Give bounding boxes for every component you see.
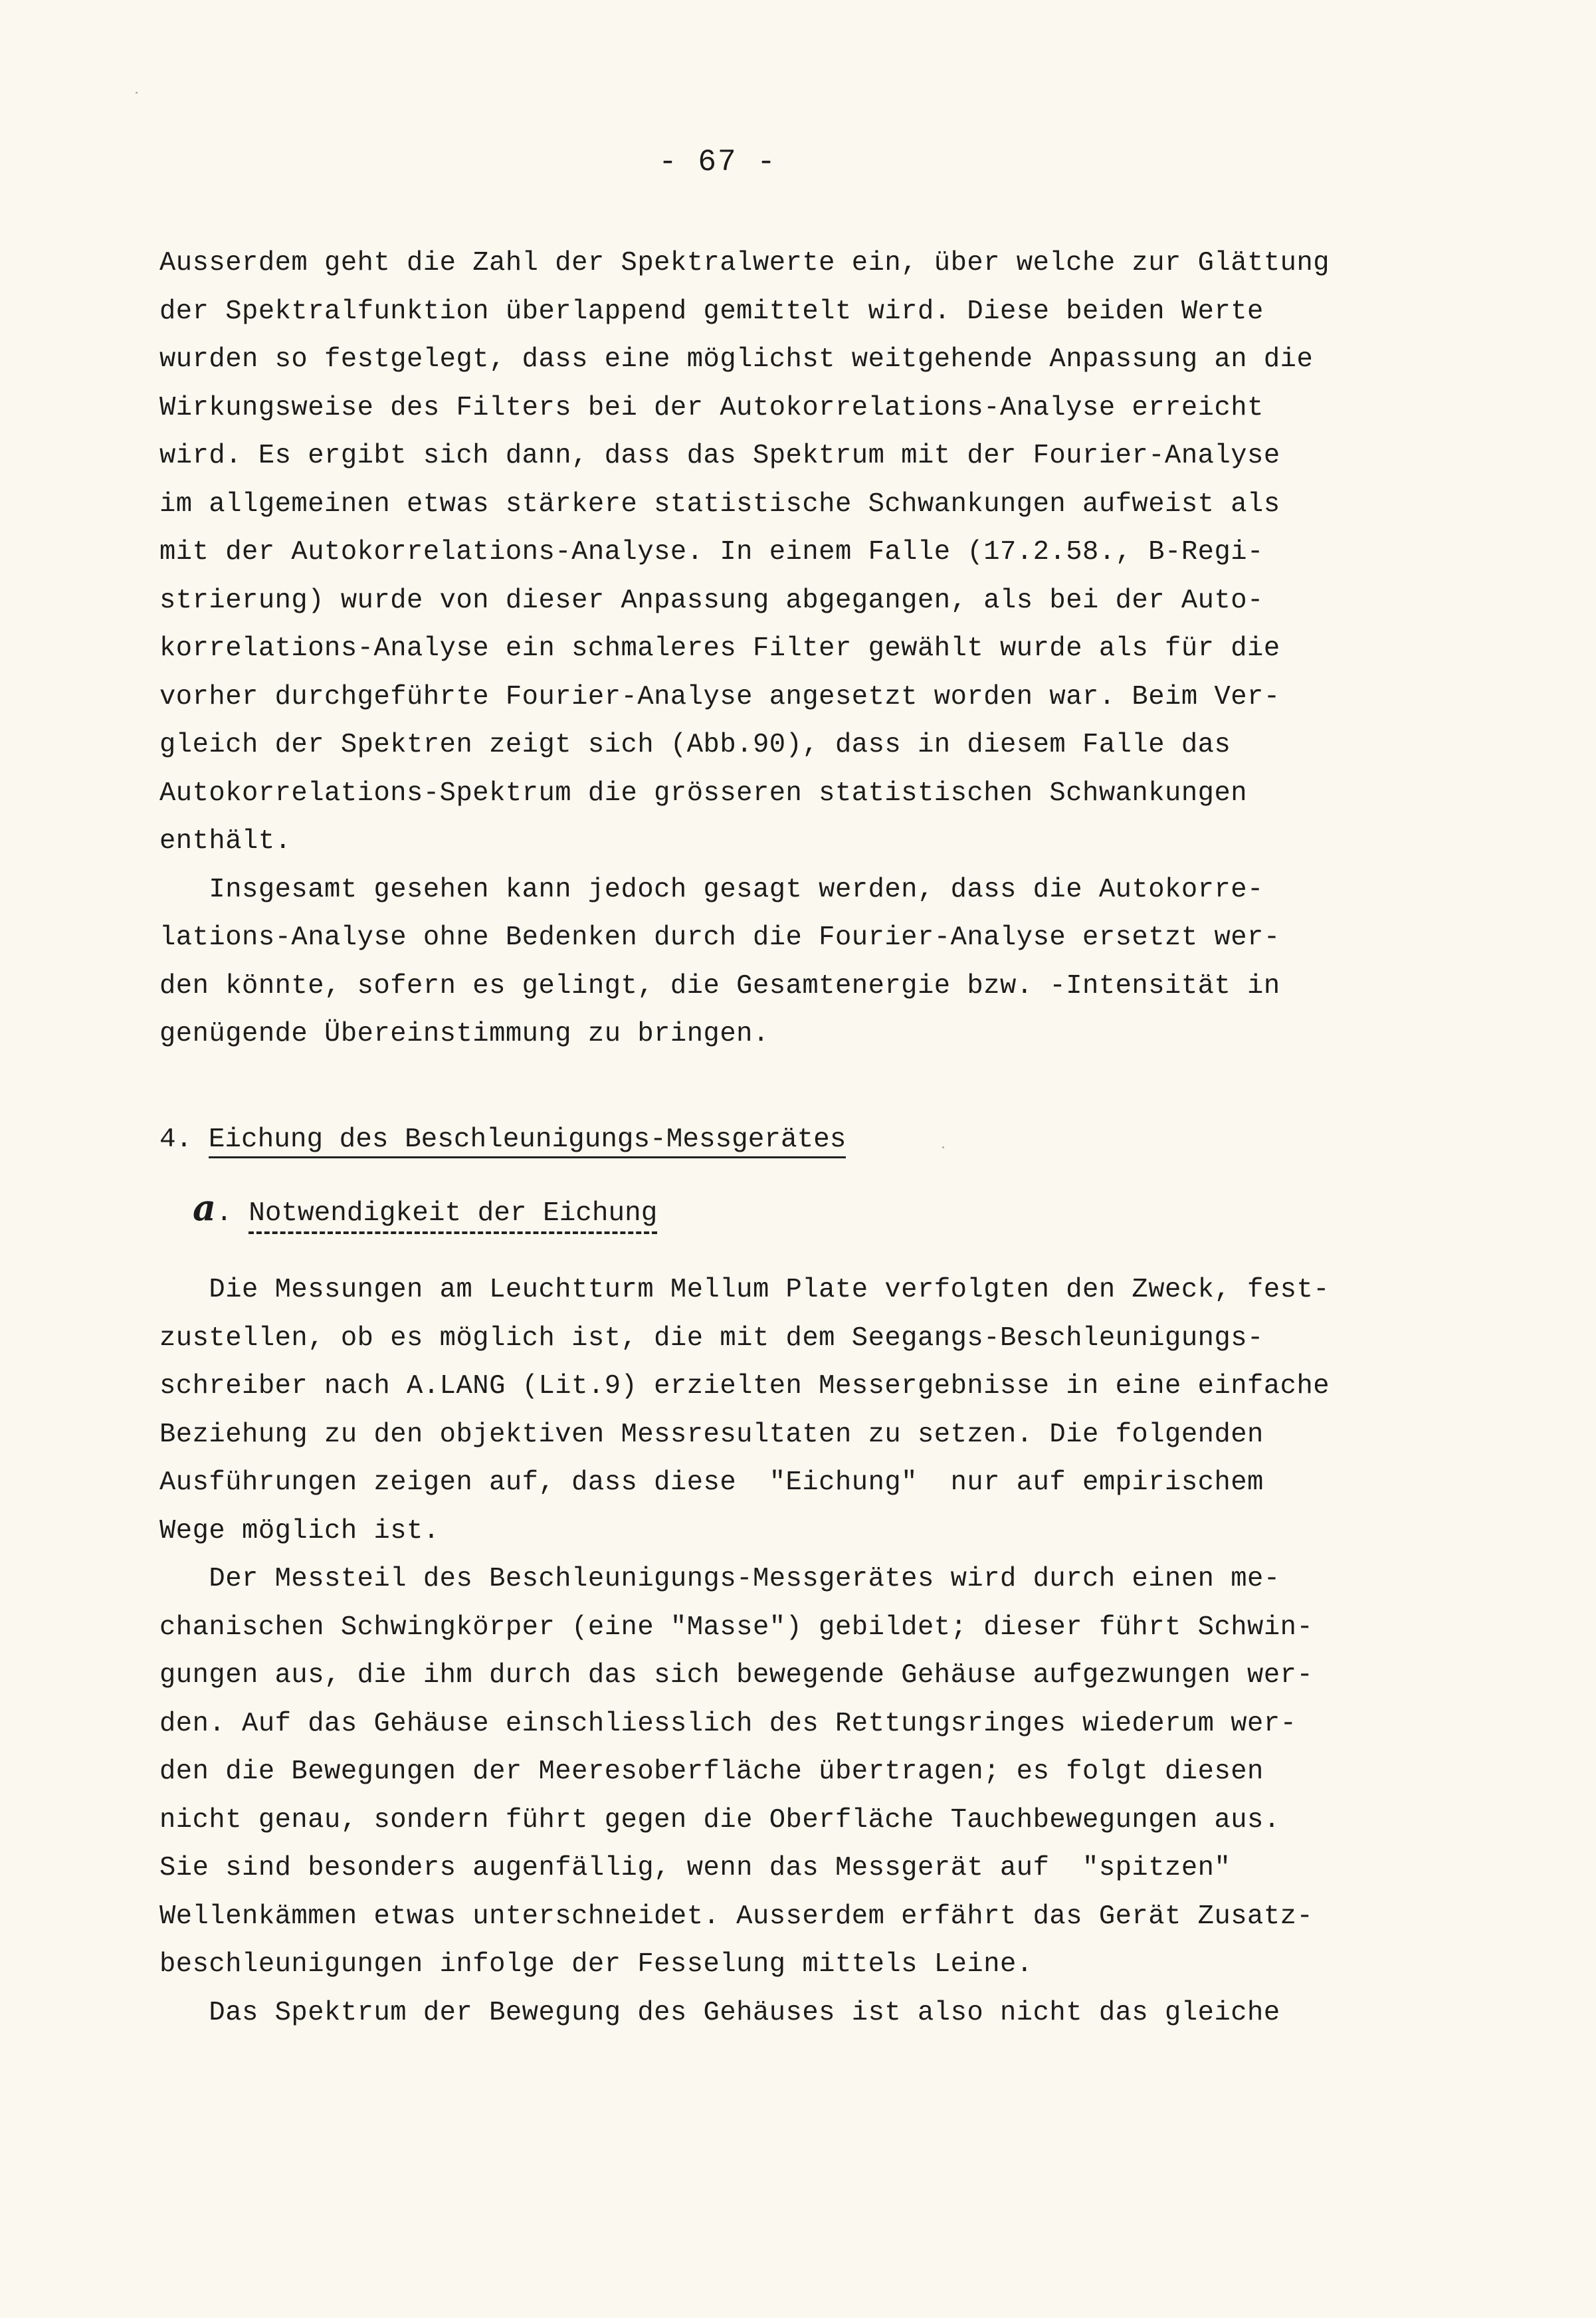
subsection-title: Notwendigkeit der Eichung	[249, 1198, 657, 1234]
text-line: gungen aus, die ihm durch das sich bewegende Gehäuse aufgezwungen wer-	[159, 1660, 1314, 1691]
paragraph-3	[159, 1266, 1422, 2037]
text-line: Ausserdem geht die Zahl der Spektralwerte ein, über welche zur Glättung	[159, 248, 1330, 278]
text-line: Beziehung zu den objektiven Messresultaten zu setzen. Die folgenden	[159, 1419, 1264, 1450]
text-line: Wege möglich ist.	[159, 1515, 440, 1546]
text-line: Autokorrelations-Spektrum die grösseren statistischen Schwankungen	[159, 778, 1248, 809]
text-line: den die Bewegungen der Meeresoberfläche übertragen; es folgt diesen	[159, 1756, 1264, 1787]
text-line: Der Messteil des Beschleunigungs-Messgerätes wird durch einen me-	[159, 1564, 1280, 1594]
text-line: schreiber nach A.LANG (Lit.9) erzielten Messergebnisse in eine einfache	[159, 1371, 1330, 1402]
text-line: Ausführungen zeigen auf, dass diese "Eichung" nur auf empirischem	[159, 1467, 1264, 1498]
scan-speck	[942, 1146, 944, 1148]
text-line: beschleunigungen infolge der Fesselung mittels Leine.	[159, 1949, 1033, 1980]
text-line: chanischen Schwingkörper (eine "Masse") gebildet; dieser führt Schwin-	[159, 1612, 1314, 1643]
text-line: mit der Autokorrelations-Analyse. In einem Falle (17.2.58., B-Regi-	[159, 537, 1264, 568]
text-line: lations-Analyse ohne Bedenken durch die Fourier-Analyse ersetzt wer-	[159, 922, 1280, 953]
text-line: Das Spektrum der Bewegung des Gehäuses ist also nicht das gleiche	[159, 1997, 1280, 2028]
text-line: genügende Übereinstimmung zu bringen.	[159, 1019, 769, 1049]
paragraph-1	[159, 239, 1422, 1059]
text-line: Wirkungsweise des Filters bei der Autokorrelations-Analyse erreicht	[159, 392, 1264, 423]
text-line: wird. Es ergibt sich dann, dass das Spektrum mit der Fourier-Analyse	[159, 441, 1280, 471]
text-line: strierung) wurde von dieser Anpassung abgegangen, als bei der Auto-	[159, 585, 1264, 616]
text-line: der Spektralfunktion überlappend gemittelt wird. Diese beiden Werte	[159, 296, 1264, 327]
text-line: Insgesamt gesehen kann jedoch gesagt werden, dass die Autokorre-	[159, 874, 1264, 905]
text-line: zustellen, ob es möglich ist, die mit dem Seegangs-Beschleunigungs-	[159, 1322, 1264, 1354]
text-line: Wellenkämmen etwas unterschneidet. Ausserdem erfährt das Gerät Zusatz-	[159, 1901, 1314, 1932]
text-line: im allgemeinen etwas stärkere statistische Schwankungen aufweist als	[159, 488, 1280, 520]
section-title: Eichung des Beschleunigungs-Messgerätes	[209, 1124, 847, 1158]
subsection-heading	[193, 1186, 657, 1229]
section-number: 4.	[159, 1124, 193, 1155]
section-heading	[159, 1124, 846, 1155]
text-line: Sie sind besonders augenfällig, wenn das Messgerät auf "spitzen"	[159, 1853, 1231, 1883]
subsection-dot: .	[216, 1198, 233, 1229]
page-number: - 67 -	[658, 145, 777, 179]
text-line: wurden so festgelegt, dass eine möglichst weitgehende Anpassung an die	[159, 344, 1314, 375]
scan-speck	[136, 92, 138, 94]
text-line: Die Messungen am Leuchtturm Mellum Plate verfolgten den Zweck, fest-	[159, 1275, 1330, 1305]
text-line: vorher durchgeführte Fourier-Analyse angesetzt worden war. Beim Ver-	[159, 681, 1280, 712]
text-line: enthält.	[159, 826, 292, 857]
subsection-letter: a	[193, 1186, 216, 1229]
text-line: den. Auf das Gehäuse einschliesslich des Rettungsringes wiederum wer-	[159, 1708, 1297, 1739]
text-line: korrelations-Analyse ein schmaleres Filter gewählt wurde als für die	[159, 633, 1280, 664]
text-line: nicht genau, sondern führt gegen die Oberfläche Tauchbewegungen aus.	[159, 1804, 1280, 1836]
text-line: gleich der Spektren zeigt sich (Abb.90), dass in diesem Falle das	[159, 730, 1231, 760]
text-line: den könnte, sofern es gelingt, die Gesamtenergie bzw. -Intensität in	[159, 970, 1280, 1001]
